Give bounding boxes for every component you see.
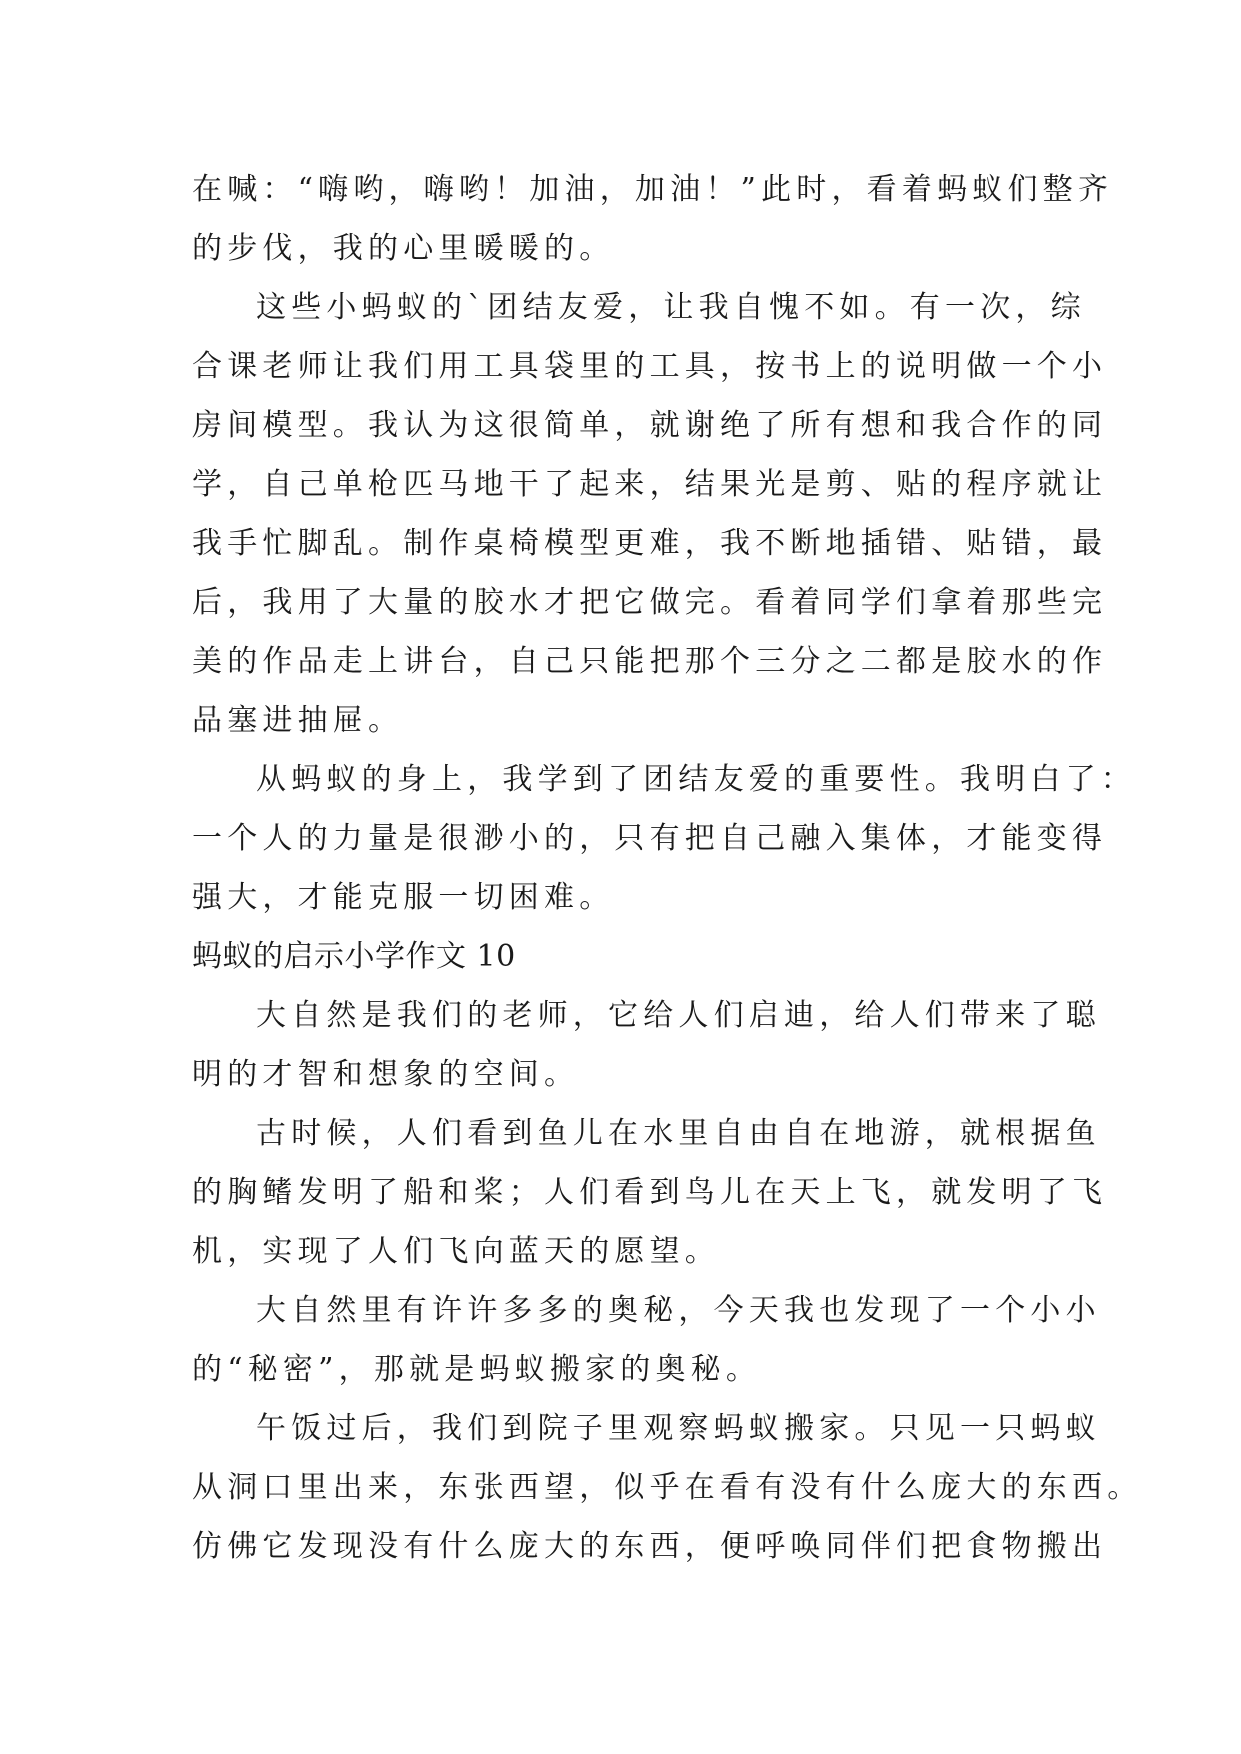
text-line: 后，我用了大量的胶水才把它做完。看着同学们拿着那些完 (192, 585, 1108, 620)
text-line: 在喊：“嗨哟，嗨哟！加油，加油！”此时，看着蚂蚁们整齐 (192, 172, 1114, 207)
text-line: 一个人的力量是很渺小的，只有把自己融入集体，才能变得 (192, 821, 1108, 856)
text-line: 仿佛它发现没有什么庞大的东西，便呼唤同伴们把食物搬出 (192, 1529, 1108, 1564)
text-line: 的步伐，我的心里暖暖的。 (192, 231, 615, 266)
document-page (192, 160, 1143, 1576)
text-line: 合课老师让我们用工具袋里的工具，按书上的说明做一个小 (192, 349, 1108, 384)
text-line: 品塞进抽屉。 (192, 703, 404, 738)
text-line: 机，实现了人们飞向蓝天的愿望。 (192, 1234, 720, 1269)
text-line: 的“秘密”，那就是蚂蚁搬家的奥秘。 (192, 1352, 762, 1387)
text-line: 从洞口里出来，东张西望，似乎在看有没有什么庞大的东西。 (192, 1470, 1143, 1505)
paragraph-start: 这些小蚂蚁的`团结友爱，让我自愧不如。有一次，综 (256, 290, 1086, 325)
text-line: 的胸鳍发明了船和桨；人们看到鸟儿在天上飞，就发明了飞 (192, 1175, 1108, 1210)
paragraph-start: 大自然里有许许多多的奥秘，今天我也发现了一个小小 (256, 1293, 1101, 1328)
paragraph-start: 大自然是我们的老师，它给人们启迪，给人们带来了聪 (256, 998, 1101, 1033)
paragraph-start: 午饭过后，我们到院子里观察蚂蚁搬家。只见一只蚂蚁 (256, 1411, 1101, 1446)
essay-title: 蚂蚁的启示小学作文 10 (192, 939, 516, 974)
text-line: 房间模型。我认为这很简单，就谢绝了所有想和我合作的同 (192, 408, 1108, 443)
paragraph-start: 从蚂蚁的身上，我学到了团结友爱的重要性。我明白了： (256, 762, 1136, 797)
text-line: 强大，才能克服一切困难。 (192, 880, 615, 915)
text-line: 美的作品走上讲台，自己只能把那个三分之二都是胶水的作 (192, 644, 1108, 679)
text-line: 明的才智和想象的空间。 (192, 1057, 580, 1092)
paragraph-start: 古时候，人们看到鱼儿在水里自由自在地游，就根据鱼 (256, 1116, 1101, 1151)
text-line: 我手忙脚乱。制作桌椅模型更难，我不断地插错、贴错，最 (192, 526, 1108, 561)
text-line: 学，自己单枪匹马地干了起来，结果光是剪、贴的程序就让 (192, 467, 1108, 502)
